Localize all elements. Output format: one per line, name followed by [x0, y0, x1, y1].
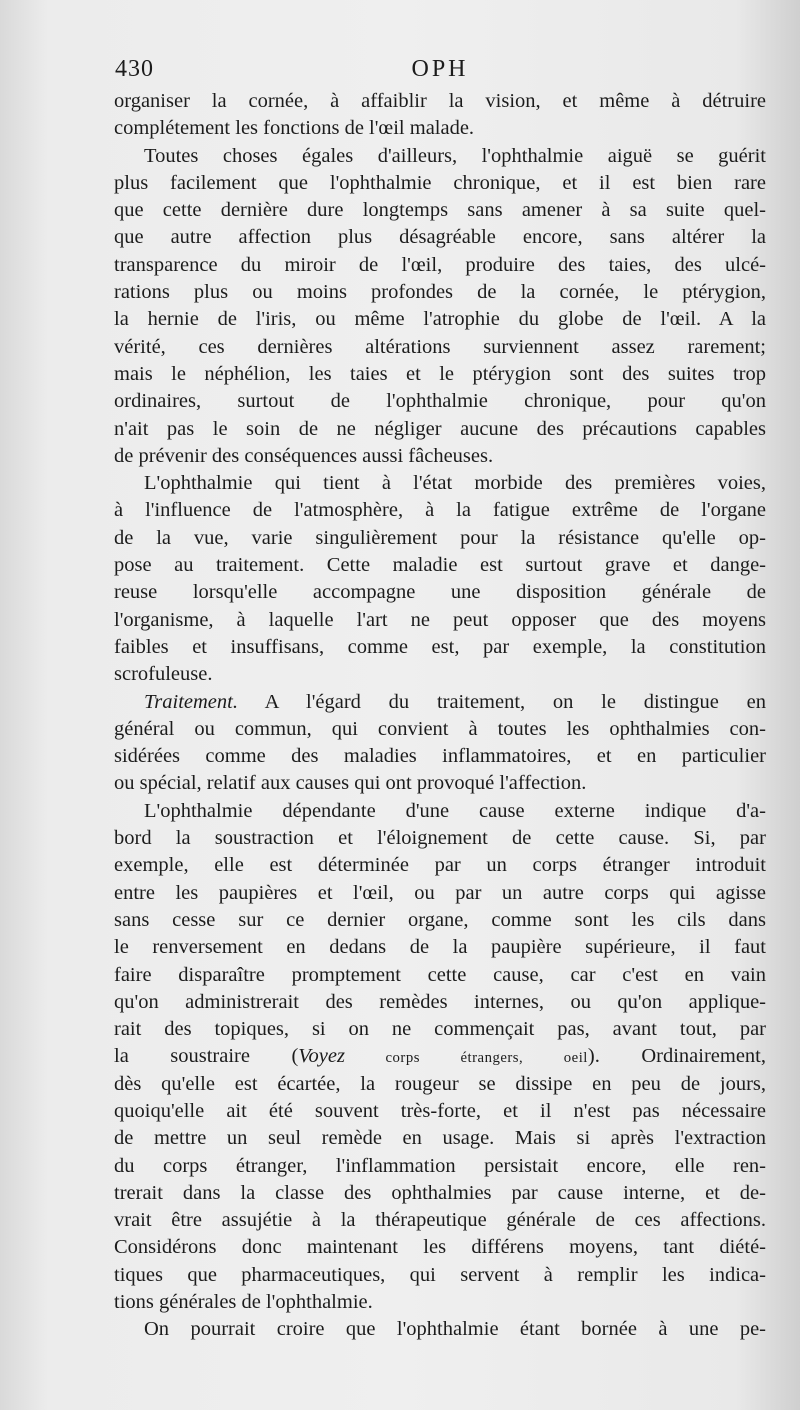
page-header	[115, 56, 765, 88]
line-text: faire disparaître promptement cette cause, car c'est en vain	[114, 963, 766, 986]
text-line	[114, 907, 766, 934]
page-number: 430	[115, 56, 154, 82]
line-text: Toutes choses égales d'ailleurs, l'ophthalmie aiguë se guérit	[144, 144, 766, 167]
text-line	[114, 798, 766, 825]
line-text: organiser la cornée, à affaiblir la vision, et même à détruire	[114, 90, 766, 112]
text-line	[114, 962, 766, 989]
line-text: A l'égard du traitement, on le distingue en	[237, 690, 766, 713]
line-text: plus facilement que l'ophthalmie chronique, et il est bien rare	[114, 171, 766, 194]
line-text: ordinaires, surtout de l'ophthalmie chronique, pour qu'on	[114, 390, 766, 413]
text-line	[114, 770, 766, 797]
line-text: reuse lorsqu'elle accompagne une disposition générale de	[114, 581, 766, 604]
line-text: rations plus ou moins profondes de la cornée, le ptérygion,	[114, 281, 766, 304]
text-line	[114, 880, 766, 907]
line-text: L'ophthalmie qui tient à l'état morbide des premières voies,	[144, 472, 766, 495]
text-line	[114, 197, 766, 224]
line-text: faibles et insuffisans, comme est, par exemple, la constitution	[114, 635, 766, 658]
text-line	[114, 334, 766, 361]
line-text: que cette dernière dure longtemps sans amener à sa suite quel-	[114, 199, 766, 222]
line-text: le renversement en dedans de la paupière supérieure, il faut	[114, 936, 766, 959]
text-line	[114, 579, 766, 606]
text-line	[114, 1180, 766, 1207]
line-text: à l'influence de l'atmosphère, à la fatigue extrême de l'organe	[114, 499, 766, 522]
line-text: transparence du miroir de l'œil, produire des taies, des ulcé-	[114, 253, 766, 276]
text-line	[114, 689, 766, 716]
text-line	[114, 1071, 766, 1098]
text-line	[114, 852, 766, 879]
line-text: scrofuleuse.	[114, 663, 213, 686]
text-line	[114, 1016, 766, 1043]
line-text: de mettre un seul remède en usage. Mais si après l'extraction	[114, 1127, 766, 1150]
line-text: entre les paupières et l'œil, ou par un autre corps qui agisse	[114, 881, 766, 904]
line-text: du corps étranger, l'inflammation persistait encore, elle ren-	[114, 1154, 766, 1177]
line-text: complétement les fonctions de l'œil malade.	[114, 117, 475, 140]
line-text: tions générales de l'ophthalmie.	[114, 1291, 373, 1314]
italic-text: Voyez	[298, 1045, 345, 1068]
line-text: de la vue, varie singulièrement pour la résistance qu'elle op-	[114, 526, 766, 549]
text-line	[114, 1234, 766, 1261]
line-text: pose au traitement. Cette maladie est surtout grave et dange-	[114, 554, 766, 577]
text-line	[114, 1098, 766, 1125]
line-text: de prévenir des conséquences aussi fâcheuses.	[114, 444, 494, 467]
text-line	[114, 552, 766, 579]
italic-text: Traitement.	[144, 690, 238, 713]
text-line	[114, 1262, 766, 1289]
line-text: rait des topiques, si on ne commençait pas, avant tout, par	[114, 1018, 766, 1041]
line-text: vérité, ces dernières altérations surviennent assez rarement;	[114, 335, 766, 358]
text-line	[114, 1316, 766, 1343]
text-line	[114, 525, 766, 552]
text-line	[114, 279, 766, 306]
running-title: OPH	[411, 56, 469, 82]
text-line	[114, 989, 766, 1016]
line-text: général ou commun, qui convient à toutes les ophthalmies con-	[114, 717, 766, 740]
text-line	[114, 661, 766, 688]
line-text: quoiqu'elle ait été souvent très-forte, et il n'est pas nécessaire	[114, 1099, 766, 1122]
smallcaps-reference: corps étrangers, oeil	[344, 1050, 588, 1067]
line-text: exemple, elle est déterminée par un corps étranger introduit	[114, 854, 766, 877]
line-text: qu'on administrerait des remèdes internes, ou qu'on applique-	[114, 990, 766, 1013]
text-line	[114, 634, 766, 661]
text-line	[114, 143, 766, 170]
line-text: la soustraire (	[114, 1045, 299, 1068]
text-line	[114, 743, 766, 770]
text-line	[114, 115, 766, 142]
line-text: sidérées comme des maladies inflammatoires, et en particulier	[114, 745, 766, 768]
text-line	[114, 88, 766, 115]
line-text: la hernie de l'iris, ou même l'atrophie du globe de l'œil. A la	[114, 308, 766, 331]
text-line	[114, 470, 766, 497]
line-text: ). Ordinairement,	[587, 1045, 766, 1068]
line-text: ou spécial, relatif aux causes qui ont provoqué l'affection.	[114, 772, 587, 795]
line-text: n'ait pas le soin de ne négliger aucune des précautions capables	[114, 417, 766, 440]
line-text: L'ophthalmie dépendante d'une cause externe indique d'a-	[144, 799, 766, 822]
line-text: bord la soustraction et l'éloignement de cette cause. Si, par	[114, 827, 766, 850]
text-line	[114, 361, 766, 388]
line-text: dès qu'elle est écartée, la rougeur se dissipe en peu de jours,	[114, 1072, 766, 1095]
text-line	[114, 388, 766, 415]
text-line	[114, 1153, 766, 1180]
text-line	[114, 1289, 766, 1316]
text-line	[114, 1125, 766, 1152]
text-line	[114, 416, 766, 443]
body-text	[114, 88, 766, 1344]
text-line	[114, 1043, 766, 1070]
line-text: l'organisme, à laquelle l'art ne peut opposer que des moyens	[114, 608, 766, 631]
text-line	[114, 716, 766, 743]
text-line	[114, 224, 766, 251]
line-text: que autre affection plus désagréable encore, sans altérer la	[114, 226, 766, 249]
text-line	[114, 934, 766, 961]
text-line	[114, 1207, 766, 1234]
text-line	[114, 443, 766, 470]
line-text: On pourrait croire que l'ophthalmie étant bornée à une pe-	[144, 1318, 766, 1341]
line-text: trerait dans la classe des ophthalmies par cause interne, et de-	[114, 1181, 766, 1204]
text-line	[114, 252, 766, 279]
text-line	[114, 306, 766, 333]
line-text: vrait être assujétie à la thérapeutique générale de ces affections.	[114, 1209, 766, 1232]
text-line	[114, 497, 766, 524]
line-text: Considérons donc maintenant les différens moyens, tant diété-	[114, 1236, 766, 1259]
text-line	[114, 825, 766, 852]
line-text: tiques que pharmaceutiques, qui servent à remplir les indica-	[114, 1263, 766, 1286]
text-line	[114, 170, 766, 197]
line-text: sans cesse sur ce dernier organe, comme sont les cils dans	[114, 908, 766, 931]
line-text: mais le néphélion, les taies et le ptérygion sont des suites trop	[114, 362, 766, 385]
text-line	[114, 607, 766, 634]
